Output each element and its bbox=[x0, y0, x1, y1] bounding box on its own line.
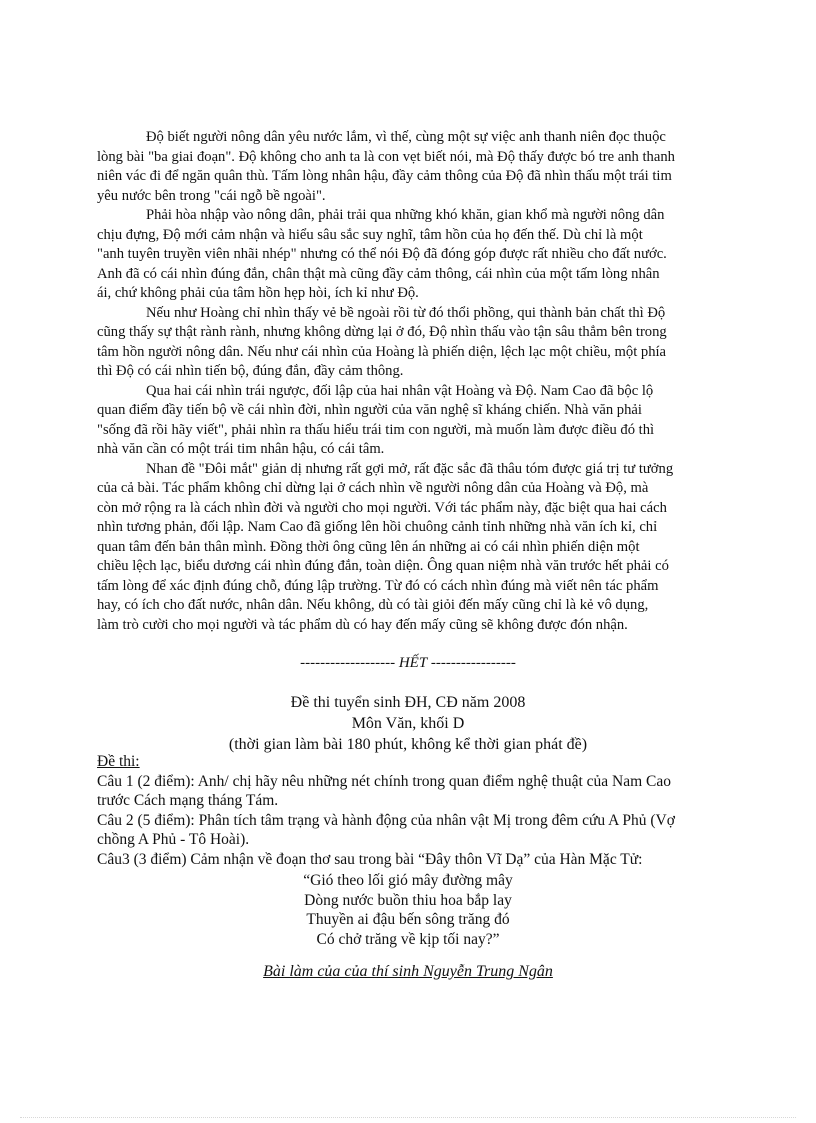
poem-line: Dòng nước buồn thiu hoa bắp lay bbox=[304, 891, 512, 909]
essay-line: Nhan đề "Đôi mắt" giản dị nhưng rất gợi mở, rất đặc sắc đã thâu tóm được giá trị tư tưởng bbox=[146, 460, 674, 477]
essay-line: hay, có ích cho đất nước, nhân dân. Nếu không, dù có tài giỏi đến mấy cũng chỉ là kẻ vô dụng, bbox=[97, 597, 649, 613]
exam-time-note: (thời gian làm bài 180 phút, không kể thời gian phát đề) bbox=[228, 736, 588, 753]
exam-title: Đề thi tuyển sinh ĐH, CĐ năm 2008 bbox=[290, 694, 526, 711]
question-line: Câu 1 (2 điểm): Anh/ chị hãy nêu những nét chính trong quan điểm nghệ thuật của Nam Cao bbox=[97, 772, 672, 790]
divider-end-word: HẾT bbox=[398, 655, 428, 671]
exam-header bbox=[0, 692, 816, 755]
essay-line: niên vác đi để ngăn quân thù. Tấm lòng nhân hậu, đầy cảm thông của Độ đã nhìn thấu một trái tim bbox=[97, 168, 672, 184]
poem-line: Thuyền ai đậu bến sông trăng đó bbox=[306, 911, 510, 928]
candidate-signature-line: Bài làm của của thí sinh Nguyễn Trung Ngân bbox=[263, 963, 553, 980]
page-bottom-rule bbox=[20, 1117, 796, 1118]
questions-heading: Đề thi: bbox=[97, 753, 140, 770]
essay-body bbox=[97, 128, 747, 635]
question-line: Câu3 (3 điểm) Cảm nhận về đoạn thơ sau trong bài “Đây thôn Vĩ Dạ” của Hàn Mặc Tử: bbox=[97, 850, 643, 868]
poem-excerpt bbox=[0, 871, 816, 949]
poem-line: “Gió theo lối gió mây đường mây bbox=[303, 872, 513, 889]
question-line: Câu 2 (5 điểm): Phân tích tâm trạng và hành động của nhân vật Mị trong đêm cứu A Phủ (Vợ bbox=[97, 811, 675, 829]
essay-line: "anh tuyên truyền viên nhãi nhép" nhưng có thể nói Độ đã đóng góp được rất nhiều cho đất nước. bbox=[97, 246, 667, 262]
poem-line: Có chở trăng về kịp tối nay?” bbox=[316, 930, 500, 948]
end-divider bbox=[0, 655, 816, 672]
essay-line: Độ biết người nông dân yêu nước lắm, vì thế, cùng một sự việc anh thanh niên đọc thuộc bbox=[146, 129, 666, 145]
exam-subject: Môn Văn, khối D bbox=[351, 715, 465, 732]
essay-line: yêu nước bên trong "cái ngỗ bề ngoài". bbox=[97, 187, 326, 204]
divider-dashes-right: ----------------- bbox=[430, 655, 516, 671]
essay-line: còn mở rộng ra là cách nhìn đời và người cho mọi người. Với tác phẩm này, đặc biệt qua hai cách bbox=[97, 499, 667, 516]
essay-line: chiều lệch lạc, biểu dương cái nhìn đúng đắn, toàn diện. Ông quan niệm nhà văn trước hết phải có bbox=[97, 558, 669, 574]
essay-line: quan điểm đầy tiến bộ về cái nhìn đời, nhìn người của văn nghệ sĩ kháng chiến. Nhà văn phải bbox=[97, 402, 642, 418]
essay-line: nhìn tương phản, đối lập. Nam Cao đã giống lên hồi chuông cảnh tỉnh những nhà văn ích kỉ, chỉ bbox=[97, 519, 658, 535]
question-line: chồng A Phủ - Tô Hoài). bbox=[97, 831, 250, 848]
essay-line: tâm hồn người nông dân. Nếu như cái nhìn của Hoàng là phiến diện, lệch lạc một chiều, một phía bbox=[97, 343, 667, 360]
essay-line: "sống đã rồi hãy viết", phải nhìn ra thấu hiểu trái tim con người, mà muốn làm được điều đó thì bbox=[97, 421, 655, 438]
essay-line: cũng thấy sự thật rành rành, nhưng không dừng lại ở đó, Độ nhìn thấu vào tận sâu thẳm bên trong bbox=[97, 324, 667, 340]
essay-line: Nếu như Hoàng chỉ nhìn thấy vẻ bề ngoài rồi từ đó thổi phồng, qui thành bản chất thì Độ bbox=[146, 304, 666, 321]
essay-line: chịu đựng, Độ mới cảm nhận và hiểu sâu sắc suy nghĩ, tâm hồn của họ đến thế. Dù chỉ là một bbox=[97, 226, 643, 243]
essay-line: của cả bài. Tác phẩm không chỉ dừng lại ở cách nhìn về người nông dân của Hoàng và Độ, mà bbox=[97, 480, 649, 496]
divider-dashes-left: ------------------- bbox=[300, 655, 396, 671]
essay-line: thì Độ có cái nhìn tiến bộ, đúng đắn, đầy cảm thông. bbox=[97, 363, 404, 379]
exam-questions bbox=[97, 752, 737, 869]
essay-line: làm trò cười cho mọi người và tác phẩm dù có hay đến mấy cũng sẽ không được đón nhận. bbox=[97, 616, 628, 633]
essay-line: Phải hòa nhập vào nông dân, phải trải qua những khó khăn, gian khổ mà người nông dân bbox=[146, 207, 665, 223]
essay-line: quan tâm đến bản thân mình. Đồng thời ông cũng lên án những ai có cái nhìn phiến diện một bbox=[97, 538, 640, 555]
essay-line: lòng bài "ba giai đoạn". Độ không cho anh ta là con vẹt biết nói, mà Độ thấy được bó tre anh thanh bbox=[97, 148, 675, 165]
essay-line: Qua hai cái nhìn trái ngược, đối lập của hai nhân vật Hoàng và Độ. Nam Cao đã bộc lộ bbox=[146, 382, 654, 399]
essay-line: Anh đã có cái nhìn đúng đắn, chân thật mà cũng đầy cảm thông, cái nhìn của một tấm lòng nhân bbox=[97, 265, 660, 282]
essay-line: nhà văn cần có một trái tim nhân hậu, có cái tâm. bbox=[97, 441, 385, 457]
essay-line: tấm lòng để xác định đúng chỗ, đúng lập trường. Từ đó có cách nhìn đúng mà viết nên tác phẩm bbox=[97, 577, 659, 594]
question-line: trước Cách mạng tháng Tám. bbox=[97, 792, 279, 809]
essay-line: ái, chứ không phải của tâm hồn hẹp hòi, ích kỉ như Độ. bbox=[97, 285, 419, 301]
